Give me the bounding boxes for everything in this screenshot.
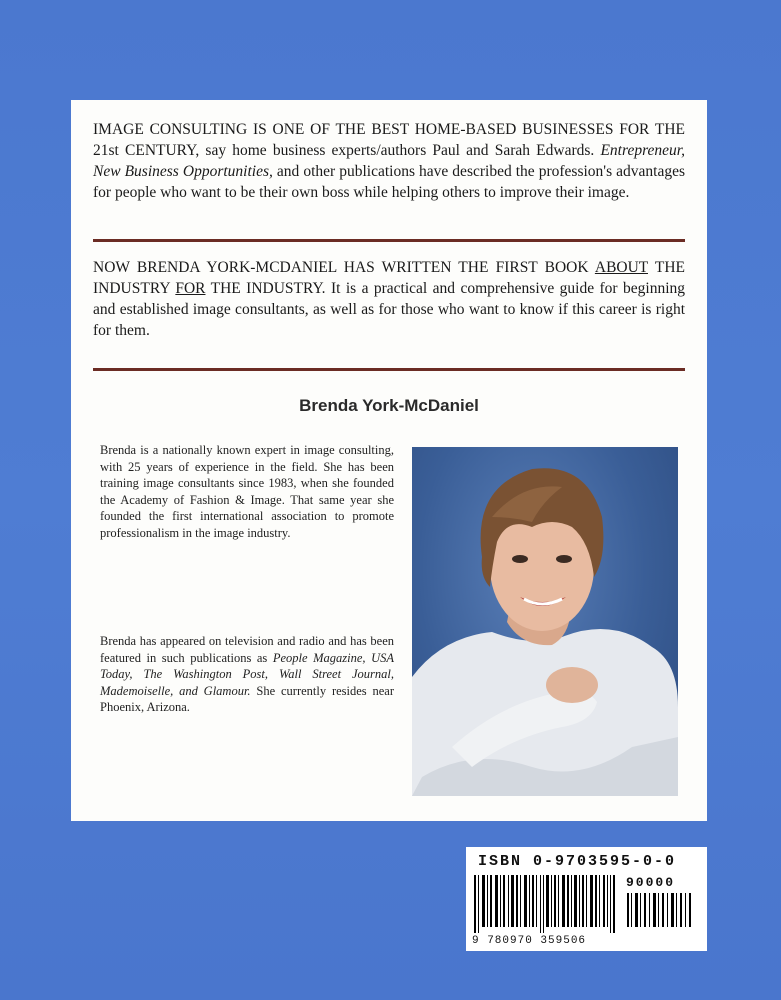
book-lead-b: THE INDUSTRY bbox=[93, 259, 685, 297]
isbn-barcode bbox=[466, 847, 707, 951]
barcode-digits: 9 780970 359506 bbox=[472, 935, 587, 947]
price-barcode-bars bbox=[626, 893, 694, 927]
book-lead-a: NOW BRENDA YORK-MCDANIEL HAS WRITTEN THE FIRST BOOK bbox=[93, 259, 595, 276]
intro-publications: Entrepreneur, New Business Opportunities, bbox=[93, 142, 685, 180]
author-bio-paragraph-1: Brenda is a nationally known expert in image consulting, with 25 years of experience in the field. She has been training image consultants since 1983, when she founded the Academy of Fashion & Image. That same year she founded the first international association to promote professionalism in the image industry. bbox=[100, 443, 394, 540]
intro-blurb bbox=[93, 119, 685, 203]
book-blurb bbox=[93, 257, 685, 341]
intro-lead: IMAGE CONSULTING IS ONE OF THE BEST HOME-BASED BUSINESSES FOR THE 21st CENTURY, bbox=[93, 121, 685, 159]
bio2-a: Brenda has appeared on television and radio and has been featured in such publications as bbox=[100, 634, 394, 665]
intro-rest: say home business experts/authors Paul and Sarah Edwards. bbox=[199, 142, 601, 159]
bio2-b: She currently resides near Phoenix, Arizona. bbox=[100, 683, 395, 714]
bio2-publications: People Magazine, USA Today, The Washington Post, Wall Street Journal, Mademoiselle, and Glamour. bbox=[100, 650, 395, 698]
isbn-number: ISBN 0-9703595-0-0 bbox=[478, 853, 677, 870]
intro-tail: and other publications have described the profession's advantages for people who want to be their own boss while helping others to improve their image. bbox=[93, 163, 685, 201]
book-lead-for: FOR bbox=[175, 280, 206, 297]
book-lead-c: THE INDUSTRY. bbox=[205, 280, 326, 297]
divider-rule bbox=[93, 368, 685, 371]
author-photo bbox=[412, 447, 678, 796]
price-code: 90000 bbox=[626, 875, 676, 890]
barcode-bars bbox=[472, 875, 618, 933]
author-bio-paragraph-2 bbox=[100, 633, 394, 716]
book-rest: It is a practical and comprehensive guide for beginning and established image consultants, as well as for those who want to know if this career is right for them. bbox=[93, 280, 685, 339]
divider-rule bbox=[93, 239, 685, 242]
author-portrait-illustration bbox=[412, 447, 678, 796]
text-panel bbox=[71, 100, 707, 821]
author-name: Brenda York-McDaniel bbox=[299, 396, 479, 415]
book-lead-about: ABOUT bbox=[594, 259, 648, 276]
